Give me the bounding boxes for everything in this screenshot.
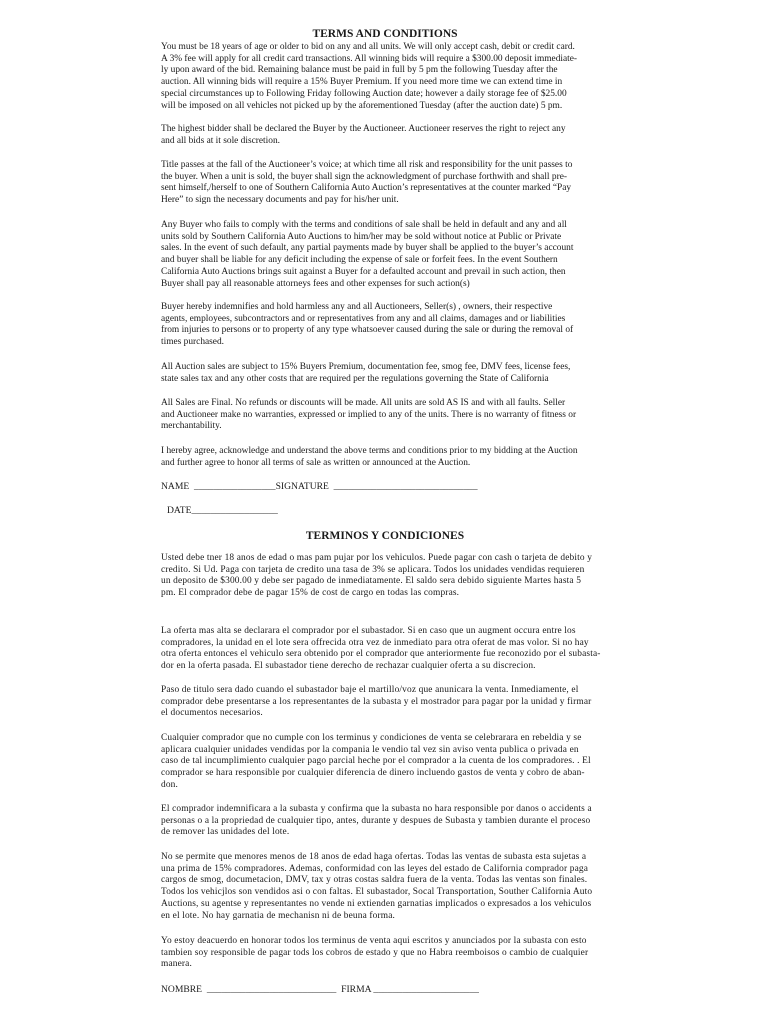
spanish-title: TERMINOS Y CONDICIONES (305, 530, 465, 542)
english-paragraph-fees: All Auction sales are subject to 15% Buyers Premium, documentation fee, smog fee, DMV fees, license fees, state sales tax and any other costs that are required per the regulations governing the State of California (161, 362, 571, 384)
spanish-paragraph-indemnizar: El comprador indemnificara a la subasta y confirma que la subasta no hara responsible por danos o accidents a personas o a la propriedad de cualquier tipo, antes, durante y despues de Subasta y tambien durante el proceso de remover las unidades del lote. (161, 804, 592, 838)
nombre-firma-line: NOMBRE ___________________________ FIRMA ______________________ (161, 984, 479, 995)
english-paragraph-default: Any Buyer who fails to comply with the terms and conditions of sale shall be held in default and any and all units sold by Southern California Auto Auctions to him/her may be sold without notice at Public or Private sales. In the event of such default, any partial payments made by buyer shall be applied to the buyer’s account and buyer shall be liable for any deficit including the expense of sale or forfeit fees. In the event Southern California Auto Auctions brings suit against a Buyer for a defaulted account and prevail in such action, then Buyer shall pay all reasonable attorneys fees and other expenses for such action(s) (161, 220, 574, 289)
english-paragraph-agreement: I hereby agree, acknowledge and understand the above terms and conditions prior to my bidding at the Auction and further agree to honor all terms of sale as written or announced at the Auction. (161, 446, 578, 468)
spanish-paragraph-oferta: La oferta mas alta se declarara el comprador por el subastador. Si en caso que un augment occura entre los compradores, la unidad en el lote sera offrecida otra vez de inmediato para otra oferat de mas volor. Si no hay otra oferta entonces el vehiculo sera obtenido por el comprador que anteriormente fue reconozido por el subasta- dor en la oferta pasada. El subastador tiene derecho de rechazar cualquier oferta a su discrecion. (161, 626, 601, 672)
english-paragraph-title-passes: Title passes at the fall of the Auctioneer’s voice; at which time all risk and responsibility for the unit passes to the buyer. When a unit is sold, the buyer shall sign the acknowledgment of purchase forthwith and shall pre- sent himself,/herself to one of Southern California Auto Auction’s representatives at the counter marked “Pay Here” to sign the necessary documents and pay for his/her unit. (161, 160, 573, 206)
spanish-paragraph-ventas: No se permite que menores menos de 18 anos de edad haga ofertas. Todas las ventas de subasta esta sujetas a una prima de 15% compradores. Ademas, conformidad con las leyes del estado de California comprador paga cargos de smog, documetacion, DMV, tax y otras costas saldra fuera de la venta. Todas las ventas son finales. Todos los vehicjlos son vendidos asi o con faltas. El subastador, Socal Transportation, Souther California Auto Auctions, su agentse y representantes no vende ni extienden garnatias implicados o expresados a los vehiculos en el lote. No hay garnatia de mechanisn ni de beuna forma. (161, 852, 593, 921)
date-line: DATE__________________ (167, 505, 278, 516)
name-signature-line: NAME _________________SIGNATURE ______________________________ (161, 481, 478, 492)
english-paragraph-indemnify: Buyer hereby indemnifies and hold harmless any and all Auctioneers, Seller(s) , owners, their respective agents, employees, subcontractors and or representatives from any and all claims, damages and or liabilities from injuries to persons or to property of any type whatsoever caused during the sale or during the removal of times purchased. (161, 302, 574, 348)
english-paragraph-highest-bidder: The highest bidder shall be declared the Buyer by the Auctioneer. Auctioneer reserves the right to reject any and all bids at it sole discretion. (161, 124, 566, 146)
spanish-paragraph-acuerdo: Yo estoy deacuerdo en honorar todos los terminus de venta aqui escritos y anunciados por la subasta con esto tambien soy responsible de pagar tods los cobros de estado y que no Habra reemboisos o cambio de cualquier manera. (161, 936, 589, 970)
english-title: TERMS AND CONDITIONS (312, 28, 458, 40)
spanish-paragraph-titulo: Paso de titulo sera dado cuando el subastador baje el martillo/voz que anunicara la venta. Inmediamente, el comprador debe presentarse a los representantes de la subasta y el mostrador para pagar por la unidad y firmar el documentos necesarios. (161, 685, 592, 719)
spanish-paragraph-incumplimiento: Cualquier comprador que no cumple con los terminus y condiciones de venta se celebrarara en rebeldia y se aplicara cualquier unidades vendidas por la compania le vendio tal vez sin aviso venta publica o privada en caso de tal incumplimiento cualquier pago parcial heche por el comprador a la cuenta de los compradores. . El comprador se hara responsible por cualquier diferencia de dinero incluendo gastos de venta y cobro de aban- don. (161, 733, 591, 790)
english-paragraph-age-payment: You must be 18 years of age or older to bid on any and all units. We will only accept cash, debit or credit card. A 3% fee will apply for all credit card transactions. All winning bids will require a $300.00 deposit immediate- ly upon award of the bid. Remaining balance must be paid in full by 5 pm the following Tuesday after the auction. All winning bids will require a 15% Buyer Premium. If you need more time we can extend time in special circumstances up to Following Friday following Auction date; however a daily storage fee of $25.00 will be imposed on all vehicles not picked up by the aforementioned Tuesday (after the auction date) 5 pm. (161, 42, 578, 111)
spanish-paragraph-edad-pago: Usted debe tner 18 anos de edad o mas pam pujar por los vehiculos. Puede pagar con cash o tarjeta de debito y credito. Si Ud. Paga con tarjeta de credito una tasa de 3% se aplicara. Todos los unidades vendidas requieren un deposito de $300.00 y debe ser pagado de inmediatamente. El saldo sera debido siguiente Martes hasta 5 pm. El comprador debe de pagar 15% de cost de cargo en todas las compras. (161, 553, 593, 599)
english-paragraph-sales-final: All Sales are Final. No refunds or discounts will be made. All units are sold AS IS and with all faults. Seller and Auctioneer make no warranties, expressed or implied to any of the units. There is no warranty of fitness or merchantability. (161, 398, 577, 432)
